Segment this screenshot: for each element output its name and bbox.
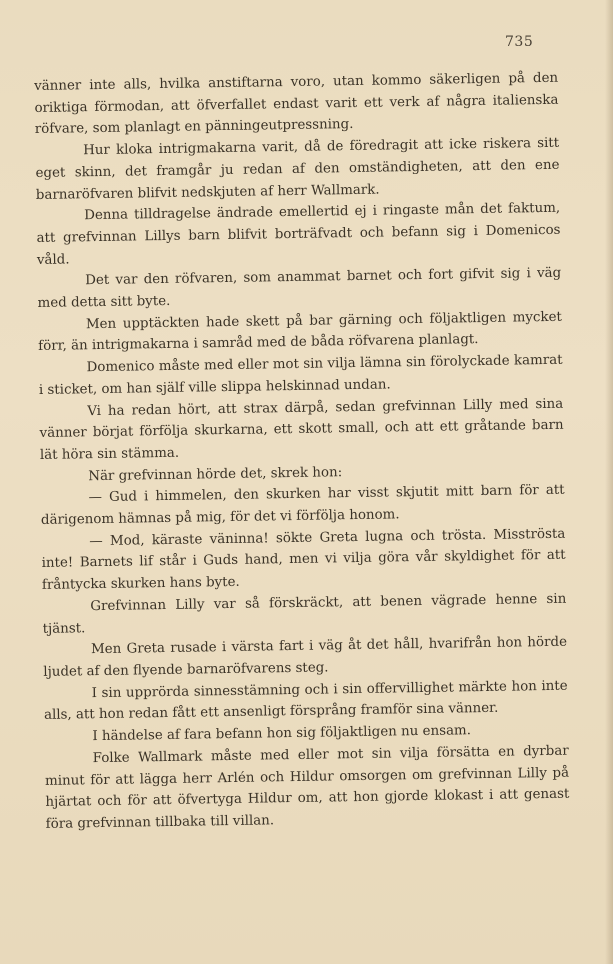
paragraph: I händelse af fara befann hon sig följaktligen nu ensam. [92,723,472,745]
paragraph: Men upptäckten hade skett på bar gärning och följaktligen mycket förr, än intrigmakarna i samråd med de båda röfvarena planlagt. [38,309,562,355]
paragraph: Men Greta rusade i värsta fart i väg åt det håll, hvarifrån hon hörde ljudet af den flyende barnaröfvarens steg. [43,634,568,680]
dialog-line: — Gud i himmelen, den skurken har visst skjutit mitt barn för att därigenom hämnas på mig, för det vi förfölja honom. [40,483,565,529]
paragraph: Vi ha redan hört, att strax därpå, sedan grefvinnan Lilly med sina vänner börjat förfölja skurkarna, ett skott small, och att ett gråtande barn lät höra sin stämma. [39,396,564,463]
paragraph: Domenico måste med eller mot sin vilja lämna sin förolyckade kamrat i sticket, om han själf ville slippa helskinnad undan. [38,352,563,398]
paragraph: Hur kloka intrigmakarna varit, då de föredragit att icke riskera sitt eget skinn, det framgår ju redan af den omständigheten, att den ene barnaröfvaren blifvit nedskjuten af herr Wallmark. [35,135,560,203]
page-number: 735 [505,34,534,50]
paragraph: I sin upprörda sinnesstämning och i sin offervillighet märkte hon inte alls, att hon redan fått ett ansenligt försprång framför sina vänner. [43,678,568,724]
body-text [34,68,570,836]
paragraph: Denna tilldragelse ändrade emellertid ej i ringaste mån det faktum, att grefvinnan Lillys barn blifvit borträfvadt och befann sig i Domenicos våld. [36,200,561,268]
paragraph: vänner inte alls, hvilka anstiftarna voro, utan kommo säkerligen på den oriktiga förmodan, att öfverfallet endast varit ett verk af några italienska röfvare, som planlagt en pänningeutpressning. [34,70,559,138]
paragraph: Grefvinnan Lilly var så förskräckt, att benen vägrade henne sin tjänst. [42,591,567,637]
page-edge-shadow [605,0,613,964]
dialog-line: — Mod, käraste väninna! sökte Greta lugna och trösta. Misströsta inte! Barnets lif står i Guds hand, men vi vilja göra vår skyldighet för att fråntycka skurken hans byte. [41,526,566,594]
paragraph: När grefvinnan hörde det, skrek hon: [88,464,343,484]
paragraph: Det var den röfvaren, som anammat barnet och fort gifvit sig i väg med detta sitt byte. [37,266,562,312]
paragraph: Folke Wallmark måste med eller mot sin vilja försätta en dyrbar minut för att lägga herr Arlén och Hildur omsorgen om grefvinnan Lilly på hjärtat och för att öfvertyga Hildur om, att hon gjorde klokast i att genast föra grefvinnan tillbaka till villan. [44,743,570,832]
